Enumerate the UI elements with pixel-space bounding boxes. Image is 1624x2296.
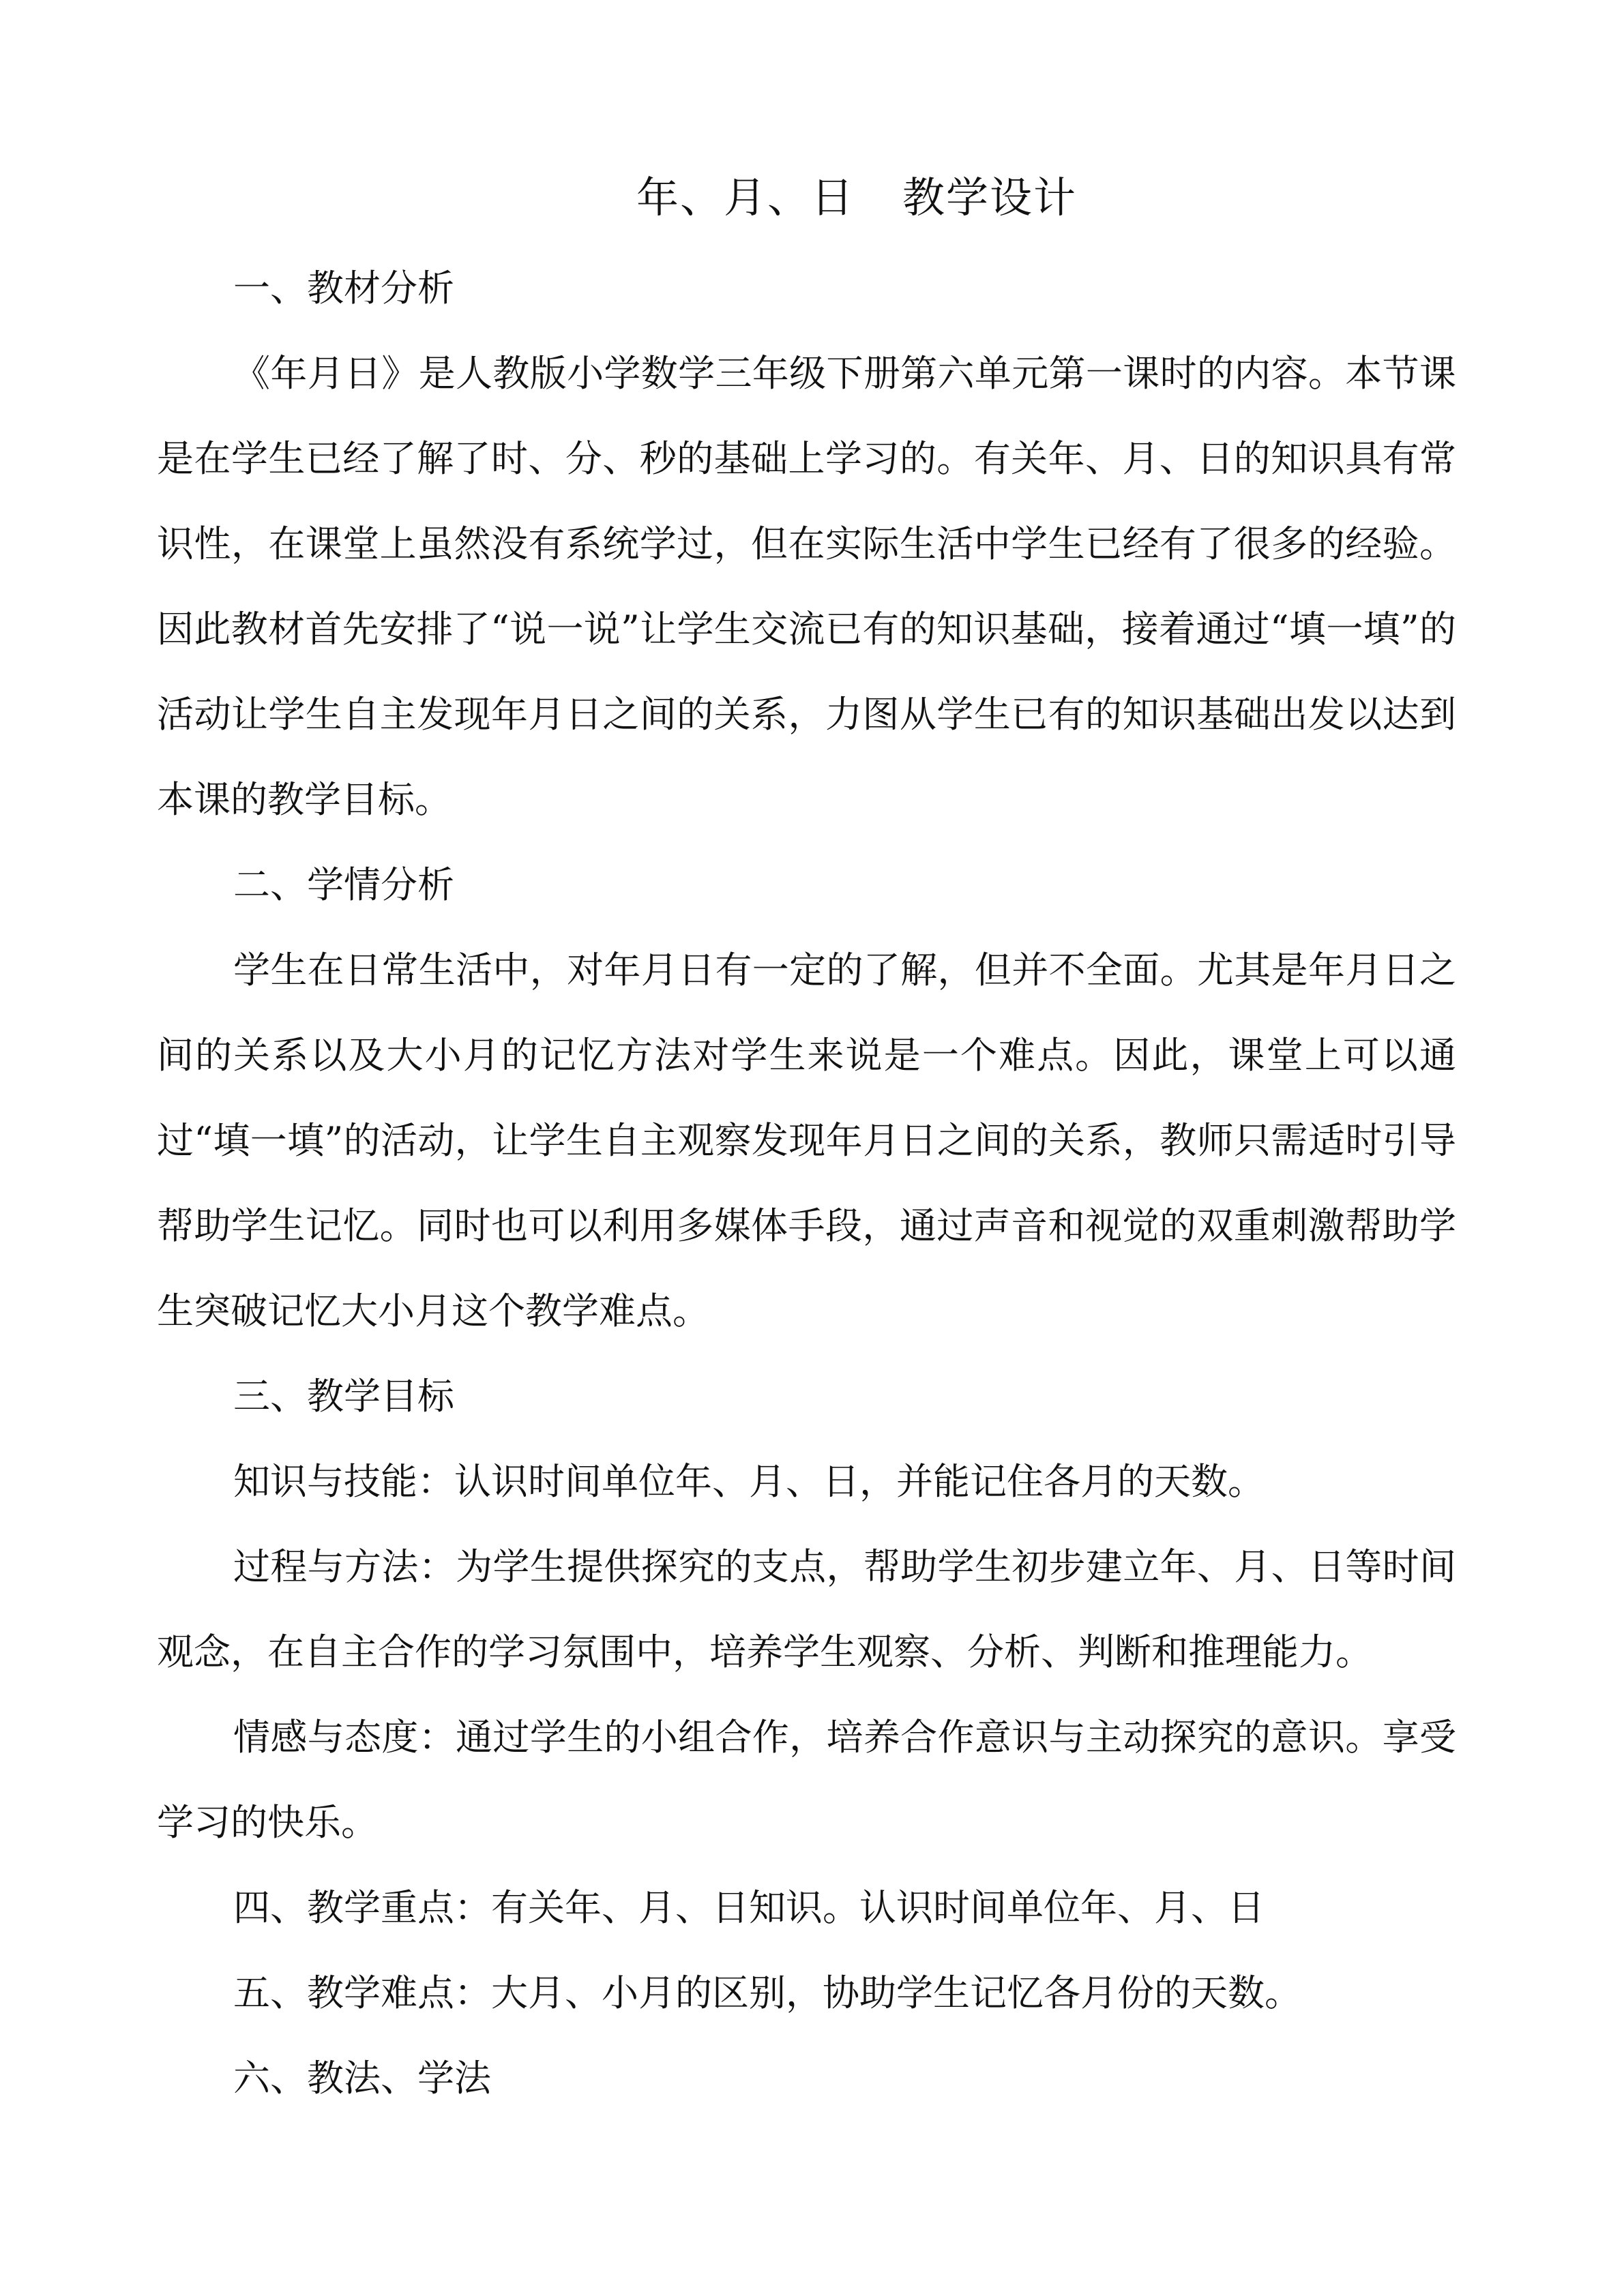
section-heading-students: 二、学情分析 <box>233 863 454 906</box>
title-sub: 教学设计 <box>902 173 1078 222</box>
paragraph-objective-knowledge: 知识与技能：认识时间单位年、月、日，并能记住各月的天数。 <box>233 1460 1265 1503</box>
paragraph-objective-process: 过程与方法：为学生提供探究的支点，帮助学生初步建立年、月、日等时间观念，在自主合作的学习氛围中，培养学生观察、分析、判断和推理能力。 <box>157 1545 1456 1673</box>
section-heading-objectives: 三、教学目标 <box>233 1375 454 1418</box>
title-main: 年、月、日 <box>636 173 855 222</box>
document-body <box>157 245 1456 2121</box>
document-title <box>0 167 1624 228</box>
section-heading-methods: 六、教法、学法 <box>233 2057 491 2100</box>
paragraph-objective-attitude: 情感与态度：通过学生的小组合作，培养合作意识与主动探究的意识。享受学习的快乐。 <box>157 1716 1456 1844</box>
section-difficulties: 五、教学难点：大月、小月的区别，协助学生记忆各月份的天数。 <box>233 1971 1301 2014</box>
section-key-points: 四、教学重点：有关年、月、日知识。认识时间单位年、月、日 <box>233 1886 1265 1929</box>
paragraph-materials-analysis: 《年月日》是人教版小学数学三年级下册第六单元第一课时的内容。本节课是在学生已经了解了时、分、秒的基础上学习的。有关年、月、日的知识具有常识性，在课堂上虽然没有系统学过，但在实际生活中学生已经有了很多的经验。因此教材首先安排了“说一说”让学生交流已有的知识基础，接着通过“填一填”的活动让学生自主发现年月日之间的关系，力图从学生已有的知识基础出发以达到本课的教学目标。 <box>157 352 1456 821</box>
section-heading-materials: 一、教材分析 <box>233 267 454 310</box>
paragraph-students-analysis: 学生在日常生活中，对年月日有一定的了解，但并不全面。尤其是年月日之间的关系以及大小月的记忆方法对学生来说是一个难点。因此，课堂上可以通过“填一填”的活动，让学生自主观察发现年月日之间的关系，教师只需适时引导帮助学生记忆。同时也可以利用多媒体手段，通过声音和视觉的双重刺激帮助学生突破记忆大小月这个教学难点。 <box>157 949 1456 1332</box>
